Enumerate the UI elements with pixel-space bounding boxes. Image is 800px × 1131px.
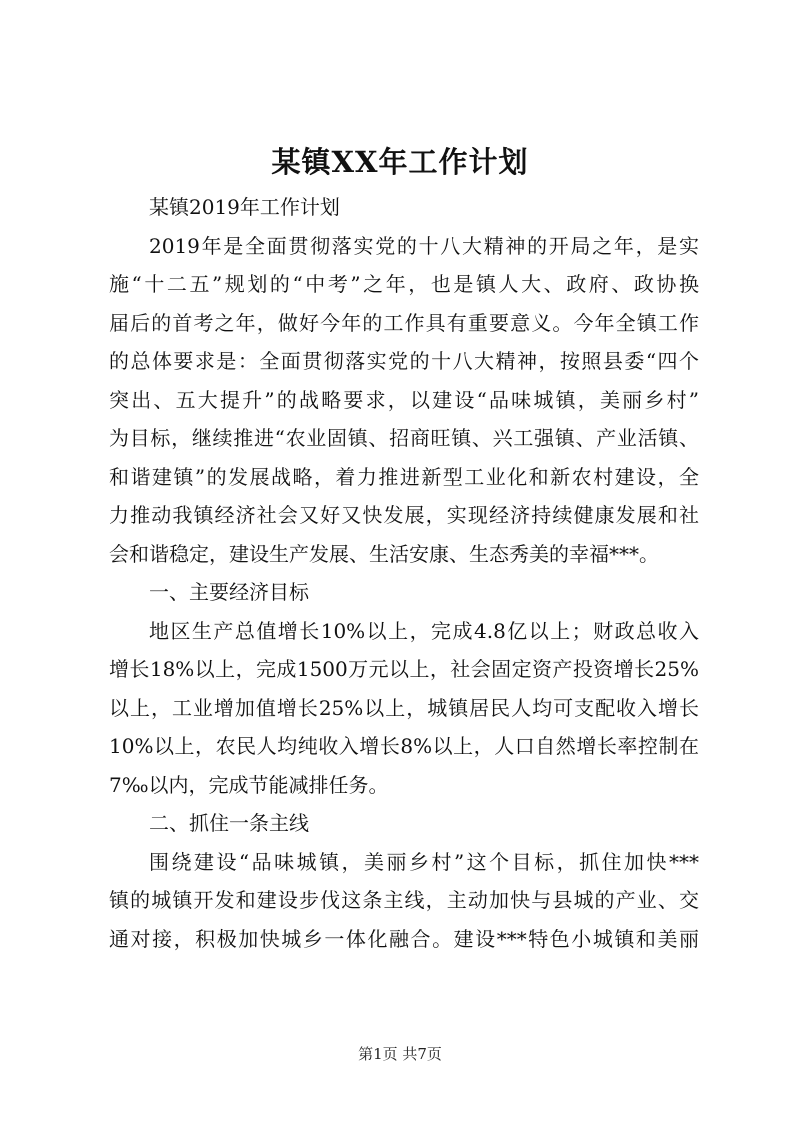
section-heading-economic-goals: 一、主要经济目标 <box>149 580 309 604</box>
paragraph-line: 突出、五大提升”的战略要求，以建设“品味城镇，美丽乡村” <box>109 387 699 412</box>
document-body <box>109 188 699 958</box>
paragraph-line: 增长18%以上，完成1500万元以上，社会固定资产投资增长25% <box>109 657 699 681</box>
paragraph-line: 7‰以内，完成节能减排任务。 <box>109 772 389 797</box>
paragraph-line: 围绕建设“品味城镇，美丽乡村”这个目标，抓住加快*** <box>149 849 699 874</box>
paragraph-line: 10%以上，农民人均纯收入增长8%以上，人口自然增长率控制在 <box>109 734 699 758</box>
paragraph-main-line <box>109 843 699 959</box>
paragraph-economic-goals <box>109 612 699 805</box>
paragraph-line: 施“十二五”规划的“中考”之年，也是镇人大、政府、政协换 <box>109 272 699 296</box>
paragraph-line: 和谐建镇”的发展战略，着力推进新型工业化和新农村建设，全 <box>109 464 699 489</box>
paragraph-intro <box>109 227 699 574</box>
section-heading-main-line: 二、抓住一条主线 <box>149 811 309 835</box>
paragraph-line: 的总体要求是：全面贯彻落实党的十八大精神，按照县委“四个 <box>109 349 699 373</box>
page-footer: 第1页 共7页 <box>358 1045 442 1063</box>
paragraph-line: 力推动我镇经济社会又好又快发展，实现经济持续健康发展和社 <box>109 503 699 527</box>
paragraph-line: 以上，工业增加值增长25%以上，城镇居民人均可支配收入增长 <box>109 695 699 720</box>
document-title: 某镇XX年工作计划 <box>271 145 529 179</box>
paragraph-line: 通对接，积极加快城乡一体化融合。建设***特色小城镇和美丽 <box>109 926 699 951</box>
paragraph-line: 会和谐稳定，建设生产发展、生活安康、生态秀美的幸福***。 <box>109 541 659 566</box>
paragraph-line: 地区生产总值增长10%以上，完成4.8亿以上；财政总收入 <box>149 618 699 643</box>
paragraph-line: 届后的首考之年，做好今年的工作具有重要意义。今年全镇工作 <box>109 310 699 335</box>
paragraph-line: 为目标，继续推进“农业固镇、招商旺镇、兴工强镇、产业活镇、 <box>109 426 699 450</box>
paragraph-line: 镇的城镇开发和建设步伐这条主线，主动加快与县城的产业、交 <box>109 888 699 912</box>
paragraph-line: 2019年是全面贯彻落实党的十八大精神的开局之年，是实 <box>149 233 699 258</box>
document-subtitle: 某镇2019年工作计划 <box>149 195 340 219</box>
